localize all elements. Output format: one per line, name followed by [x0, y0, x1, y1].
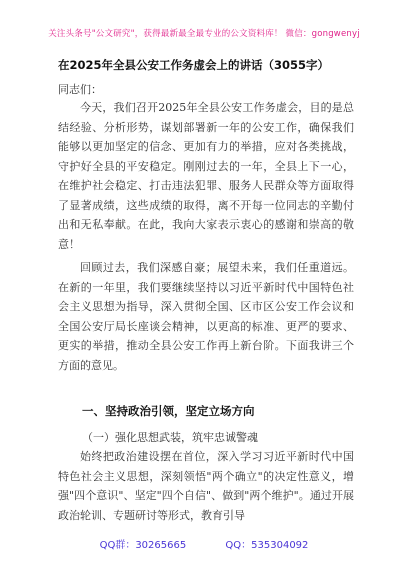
section-heading: 一、坚持政治引领，坚定立场方向: [82, 404, 255, 418]
salutation: 同志们：: [58, 83, 102, 96]
paragraph: 始终把政治建设摆在首位，深入学习习近平新时代中国特色社会主义思想，深刻领悟"两个确立"的决定性意义，增强"四个意识"、坚定"四个自信"、做到"两个维护"。通过开展政治轮训、专题研讨等形式，教育引导: [58, 450, 354, 522]
section-body: [58, 447, 354, 525]
promo-banner: 关注头条号"公文研究"，获得最新最全最专业的公文资料库！ 微信：gongwenyj: [48, 29, 360, 39]
intro-body: [58, 98, 354, 379]
paragraph: 今天，我们召开2025年全县公安工作务虚会，目的是总结经验、分析形势，谋划部署新一年的公安工作，确保我们能够以更加坚定的信念、更加有力的举措，应对各类挑战，守护好全县的平安稳定。刚刚过去的一年，全县上下一心，在维护社会稳定、打击违法犯罪、服务人民群众等方面取得了显著成绩，这些成绩的取得，离不开每一位同志的辛勤付出和无私奉献。在此，我向大家表示衷心的感谢和崇高的敬意！: [58, 101, 354, 251]
qq-group: QQ群：30265665: [99, 540, 187, 551]
qq-contact: QQ：535304092: [225, 540, 309, 551]
subsection-heading: （一）强化思想武装，筑牢忠诚警魂: [82, 431, 258, 444]
contact-footer: [0, 536, 408, 551]
paragraph: 回顾过去，我们深感自豪；展望未来，我们任重道远。在新的一年里，我们要继续坚持以习近平新时代中国特色社会主义思想为指导，深入贯彻全国、区市区公安工作会议和全国公安厅局长座谈会精神，以更高的标准、更严的要求、更实的举措，推动全县公安工作再上新台阶。下面我讲三个方面的意见。: [58, 261, 354, 372]
document-title: 在2025年全县公安工作务虚会上的讲话（3055字）: [58, 58, 330, 72]
